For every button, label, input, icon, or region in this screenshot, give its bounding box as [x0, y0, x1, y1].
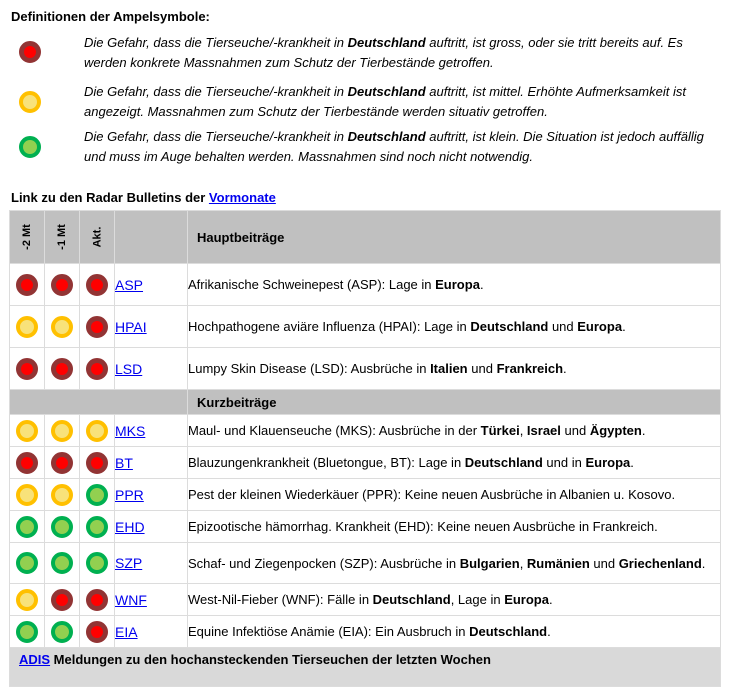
- status-cell-current: [80, 479, 115, 511]
- status-cell-minus2: [10, 543, 45, 584]
- status-cell-minus1: [45, 543, 80, 584]
- red-traffic-light-icon: [16, 452, 38, 474]
- status-cell-minus2: [10, 511, 45, 543]
- red-traffic-light-icon: [86, 358, 108, 380]
- status-cell-minus1: [45, 479, 80, 511]
- description-cell: Equine Infektiöse Anämie (EIA): Ein Ausbruch in Deutschland.: [188, 616, 721, 648]
- bulletin-link-hpai[interactable]: HPAI: [115, 318, 147, 335]
- status-cell-minus1: [45, 264, 80, 306]
- green-traffic-light-icon: [86, 516, 108, 538]
- description-cell: Pest der kleinen Wiederkäuer (PPR): Keine neuen Ausbrüche in Albanien u. Kosovo.: [188, 479, 721, 511]
- previous-bulletins-line: Link zu den Radar Bulletins der Vormonate: [11, 190, 276, 205]
- main-section-title: Hauptbeiträge: [188, 211, 721, 264]
- status-cell-minus2: [10, 479, 45, 511]
- short-section-title: Kurzbeiträge: [188, 390, 721, 415]
- description-cell: Afrikanische Schweinepest (ASP): Lage in Europa.: [188, 264, 721, 306]
- column-header-minus1: -1 Mt: [45, 211, 80, 264]
- status-cell-minus2: [10, 447, 45, 479]
- status-cell-minus2: [10, 348, 45, 390]
- green-traffic-light-icon: [19, 136, 41, 158]
- table-row-ehd: [10, 511, 721, 543]
- status-cell-current: [80, 306, 115, 348]
- yellow-traffic-light-icon: [16, 484, 38, 506]
- table-row-wnf: [10, 584, 721, 616]
- table-row-ppr: [10, 479, 721, 511]
- code-cell: [115, 479, 188, 511]
- red-traffic-light-icon: [19, 41, 41, 63]
- bulletin-link-ehd[interactable]: EHD: [115, 518, 145, 535]
- yellow-traffic-light-icon: [86, 420, 108, 442]
- yellow-traffic-light-icon: [51, 484, 73, 506]
- table-row-eia: [10, 616, 721, 648]
- status-cell-minus2: [10, 415, 45, 447]
- bulletin-link-szp[interactable]: SZP: [115, 555, 143, 571]
- column-header-minus2: -2 Mt: [10, 211, 45, 264]
- definition-text: Die Gefahr, dass die Tierseuche/-krankheit in Deutschland auftritt, ist klein. Die Situation ist jedoch auffällig und muss im Auge behalten werden. Massnahmen sind noch nicht notwendig.: [84, 129, 704, 164]
- table-row-bt: [10, 447, 721, 479]
- yellow-traffic-light-icon: [16, 316, 38, 338]
- status-cell-minus2: [10, 616, 45, 648]
- red-traffic-light-icon: [51, 452, 73, 474]
- code-cell: [115, 584, 188, 616]
- status-cell-minus1: [45, 584, 80, 616]
- green-traffic-light-icon: [51, 552, 73, 574]
- status-cell-minus1: [45, 306, 80, 348]
- bulletin-link-mks[interactable]: MKS: [115, 422, 146, 439]
- red-traffic-light-icon: [16, 274, 38, 296]
- yellow-traffic-light-icon: [51, 316, 73, 338]
- adis-footer: ADIS Meldungen zu den hochansteckenden Tierseuchen der letzten Wochen: [10, 648, 721, 687]
- table-row-lsd: [10, 348, 721, 390]
- code-cell: [115, 306, 188, 348]
- table-row-szp: [10, 543, 721, 584]
- table-header-row: [10, 211, 721, 264]
- adis-footer-row: [10, 648, 721, 687]
- status-cell-minus1: [45, 447, 80, 479]
- yellow-traffic-light-icon: [16, 420, 38, 442]
- code-cell: [115, 348, 188, 390]
- table-row-mks: [10, 415, 721, 447]
- green-traffic-light-icon: [86, 552, 108, 574]
- red-traffic-light-icon: [86, 316, 108, 338]
- description-cell: Lumpy Skin Disease (LSD): Ausbrüche in Italien und Frankreich.: [188, 348, 721, 390]
- red-traffic-light-icon: [86, 274, 108, 296]
- green-traffic-light-icon: [16, 621, 38, 643]
- red-traffic-light-icon: [86, 621, 108, 643]
- status-cell-current: [80, 543, 115, 584]
- red-traffic-light-icon: [51, 358, 73, 380]
- status-cell-minus1: [45, 415, 80, 447]
- column-header-current: Akt.: [80, 211, 115, 264]
- green-traffic-light-icon: [86, 484, 108, 506]
- status-cell-current: [80, 415, 115, 447]
- bulletin-link-lsd[interactable]: LSD: [115, 360, 143, 377]
- status-cell-minus2: [10, 584, 45, 616]
- bulletin-link-bt[interactable]: BT: [115, 454, 133, 471]
- description-cell: Maul- und Klauenseuche (MKS): Ausbrüche in der Türkei, Israel und Ägypten.: [188, 415, 721, 447]
- code-cell: [115, 543, 188, 584]
- definitions-title: Definitionen der Ampelsymbole:: [11, 9, 210, 24]
- radar-bulletin-table: [9, 210, 721, 687]
- definition-text: Die Gefahr, dass die Tierseuche/-krankheit in Deutschland auftritt, ist mittel. Erhöhte Aufmerksamkeit ist angezeigt. Massnahmen zum Schutz der Tierbestände werden situativ getroffen.: [84, 84, 686, 119]
- status-cell-current: [80, 584, 115, 616]
- code-cell: [115, 616, 188, 648]
- red-traffic-light-icon: [86, 589, 108, 611]
- code-cell: [115, 264, 188, 306]
- yellow-traffic-light-icon: [16, 589, 38, 611]
- description-cell: Epizootische hämorrhag. Krankheit (EHD): Keine neuen Ausbrüche in Frankreich.: [188, 511, 721, 543]
- bulletin-link-ppr[interactable]: PPR: [115, 486, 144, 503]
- status-cell-current: [80, 348, 115, 390]
- status-cell-current: [80, 447, 115, 479]
- code-cell: [115, 415, 188, 447]
- description-cell: West-Nil-Fieber (WNF): Fälle in Deutschland, Lage in Europa.: [188, 584, 721, 616]
- status-cell-minus2: [10, 306, 45, 348]
- red-traffic-light-icon: [51, 589, 73, 611]
- green-traffic-light-icon: [51, 516, 73, 538]
- red-traffic-light-icon: [16, 358, 38, 380]
- previous-months-link[interactable]: Vormonate: [208, 190, 276, 205]
- adis-link[interactable]: ADIS: [19, 652, 51, 667]
- status-cell-minus1: [45, 511, 80, 543]
- bulletin-link-eia[interactable]: EIA: [115, 623, 138, 640]
- bulletin-link-asp[interactable]: ASP: [115, 276, 144, 293]
- status-cell-minus1: [45, 348, 80, 390]
- description-cell: Blauzungenkrankheit (Bluetongue, BT): Lage in Deutschland und in Europa.: [188, 447, 721, 479]
- green-traffic-light-icon: [16, 516, 38, 538]
- bulletin-link-wnf[interactable]: WNF: [115, 591, 147, 608]
- status-cell-current: [80, 511, 115, 543]
- status-cell-minus2: [10, 264, 45, 306]
- short-section-row: [10, 390, 721, 415]
- description-cell: Schaf- und Ziegenpocken (SZP): Ausbrüche in Bulgarien, Rumänien und Griechenland.: [188, 543, 721, 584]
- green-traffic-light-icon: [16, 552, 38, 574]
- red-traffic-light-icon: [51, 274, 73, 296]
- column-header-code: [115, 211, 188, 264]
- description-cell: Hochpathogene aviäre Influenza (HPAI): Lage in Deutschland und Europa.: [188, 306, 721, 348]
- red-traffic-light-icon: [86, 452, 108, 474]
- table-row-asp: [10, 264, 721, 306]
- yellow-traffic-light-icon: [51, 420, 73, 442]
- table-row-hpai: [10, 306, 721, 348]
- code-cell: [115, 511, 188, 543]
- definition-text: Die Gefahr, dass die Tierseuche/-krankheit in Deutschland auftritt, ist gross, oder sie tritt bereits auf. Es werden konkrete Massnahmen zum Schutz der Tierbestände getroffen.: [84, 35, 683, 70]
- short-section-spacer: [10, 390, 188, 415]
- status-cell-current: [80, 616, 115, 648]
- status-cell-minus1: [45, 616, 80, 648]
- code-cell: [115, 447, 188, 479]
- status-cell-current: [80, 264, 115, 306]
- green-traffic-light-icon: [51, 621, 73, 643]
- yellow-traffic-light-icon: [19, 91, 41, 113]
